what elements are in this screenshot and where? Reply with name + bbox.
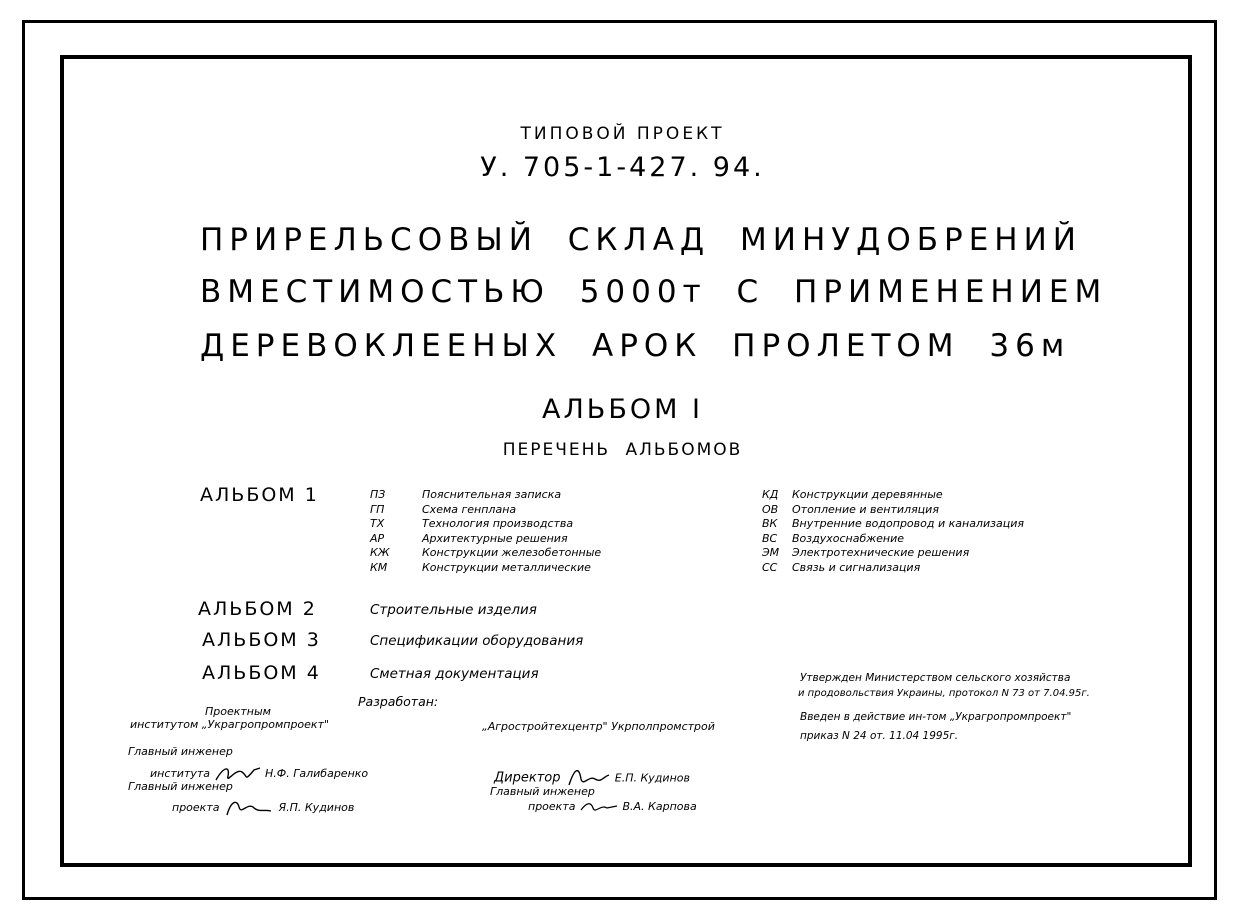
- album-1-col2: [762, 488, 1024, 575]
- album-1-col1: [370, 488, 601, 575]
- approval-line-1: Утвержден Министерством сельского хозяйства: [800, 672, 1071, 684]
- org1-line2: институтом „Украгропромпроект": [130, 718, 330, 731]
- org1-line1: Проектным: [205, 705, 271, 718]
- album-title: АЛЬБОМ I: [542, 394, 703, 425]
- list-item: КД Конструкции деревянные: [762, 488, 943, 501]
- album-2-label: АЛЬБОМ 2: [198, 598, 317, 620]
- album-3-label: АЛЬБОМ 3: [202, 629, 321, 651]
- list-item: АР Архитектурные решения: [370, 531, 568, 545]
- list-item: ВК Внутренние водопровод и канализация: [762, 517, 1024, 530]
- list-item: СС Связь и сигнализация: [762, 560, 921, 574]
- album-3-text: Спецификации оборудования: [370, 633, 584, 649]
- album-4-label: АЛЬБОМ 4: [202, 662, 321, 684]
- project-code: У. 705-1-427. 94.: [480, 152, 765, 183]
- title-line-2: ВМЕСТИМОСТЬЮ 5000т С ПРИМЕНЕНИЕМ: [200, 274, 1108, 310]
- list-item: ОВ Отопление и вентиляция: [762, 502, 939, 516]
- chief-engineer-project2-sub: проекта В.А. Карпова: [528, 798, 697, 816]
- approval-line-3: Введен в действие ин-том „Украгропромпроект": [800, 711, 1072, 723]
- album-4-text: Сметная документация: [370, 666, 539, 682]
- list-item: КЖ Конструкции железобетонные: [370, 546, 602, 559]
- chief-engineer-institute-sub: института Н.Ф. Галибаренко: [150, 762, 368, 786]
- album-2-text: Строительные изделия: [370, 602, 537, 618]
- chief-engineer-project2-label: Главный инженер: [490, 785, 595, 798]
- signature-image: [223, 795, 275, 821]
- org2: „Агростройтехцентр" Укрполпромстрой: [482, 720, 715, 733]
- director-row: Директор Е.П. Кудинов: [494, 765, 690, 791]
- album-1-label: АЛЬБОМ 1: [200, 484, 319, 506]
- albums-list-title: ПЕРЕЧЕНЬ АЛЬБОМОВ: [502, 440, 743, 460]
- list-item: ВС Воздухоснабжение: [762, 531, 905, 545]
- approval-line-4: приказ N 24 от. 11.04 1995г.: [800, 730, 959, 742]
- list-item: ГП Схема генплана: [370, 502, 517, 516]
- list-item: КМ Конструкции металлические: [370, 560, 591, 574]
- title-line-1: ПРИРЕЛЬСОВЫЙ СКЛАД МИНУДОБРЕНИЙ: [200, 222, 1082, 258]
- chief-engineer-institute-label: Главный инженер: [128, 745, 233, 758]
- list-item: ЭМ Электротехнические решения: [762, 546, 970, 559]
- chief-engineer-project-label: Главный инженер: [128, 780, 233, 793]
- list-item: ПЗ Пояснительная записка: [370, 488, 562, 501]
- developed-label: Разработан:: [358, 694, 439, 709]
- project-type-label: ТИПОВОЙ ПРОЕКТ: [520, 124, 725, 144]
- list-item: ТХ Технология производства: [370, 517, 574, 530]
- signature-image: [579, 798, 619, 816]
- title-line-3: ДЕРЕВОКЛЕЕНЫХ АРОК ПРОЛЕТОМ 36м: [200, 328, 1071, 364]
- approval-line-2: и продовольствия Украины, протокол N 73 от 7.04.95г.: [798, 688, 1090, 699]
- chief-engineer-project-sub: проекта Я.П. Кудинов: [172, 795, 354, 821]
